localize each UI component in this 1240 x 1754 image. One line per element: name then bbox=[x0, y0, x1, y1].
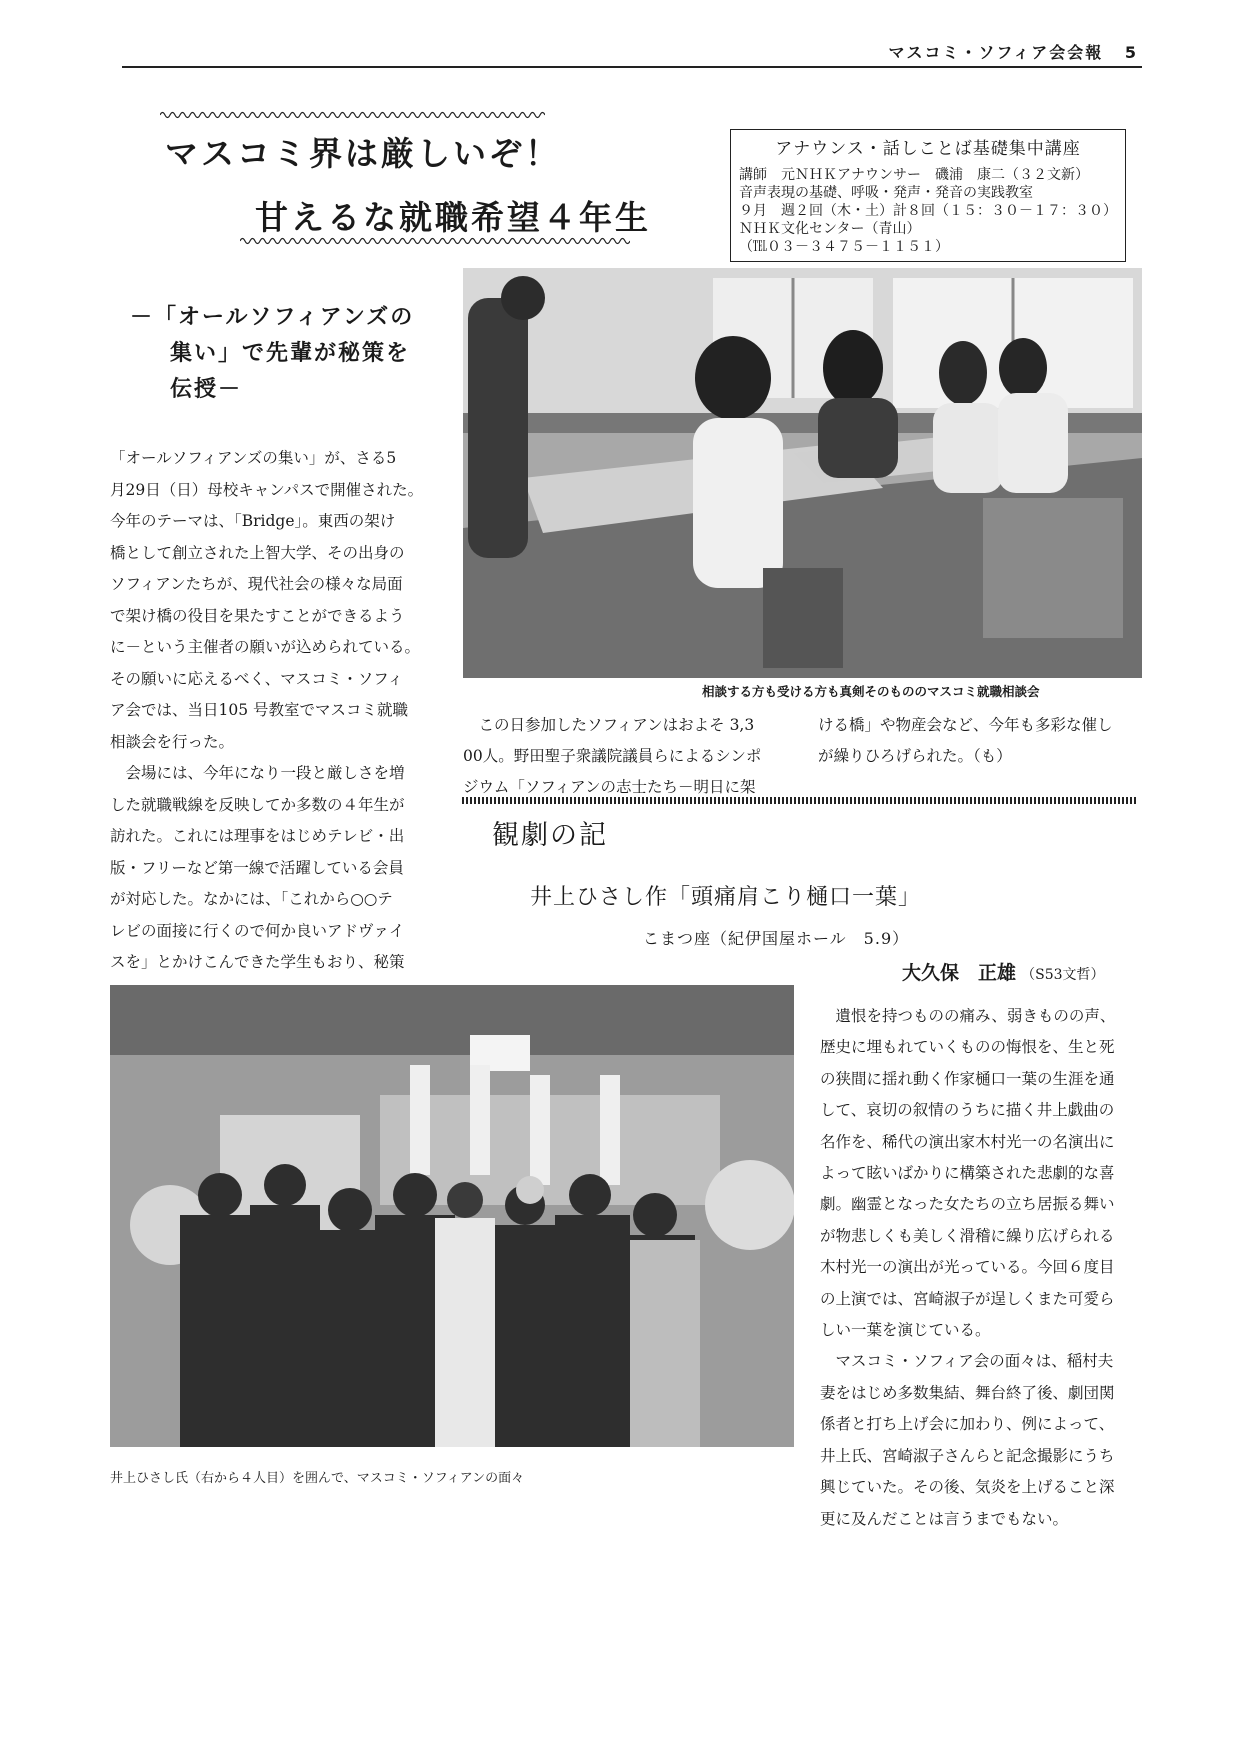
course-notice-box bbox=[730, 129, 1126, 262]
body-line: 井上氏、宮崎淑子さんらと記念撮影にうち bbox=[820, 1446, 1115, 1465]
body-line: した就職戦線を反映してか多数の４年生が bbox=[110, 795, 405, 814]
body-line: 版・フリーなど第一線で活躍している会員 bbox=[110, 858, 404, 877]
body-line: その願いに応えるべく、マスコミ・ソフィ bbox=[110, 669, 403, 688]
headline-wave-bottom bbox=[240, 236, 630, 246]
headline-2: 甘えるな就職希望４年生 bbox=[255, 198, 651, 237]
group-photo-image bbox=[110, 985, 794, 1447]
body-line: 橋として創立された上智大学、その出身の bbox=[110, 543, 405, 562]
newsletter-header bbox=[889, 40, 1138, 63]
body-line: 00人。野田聖子衆議院議員らによるシンポ bbox=[463, 747, 762, 765]
course-notice-line: ９月 週２回（木・土）計８回（１５：３０－１７：３０） bbox=[739, 203, 1117, 219]
body-line: 木村光一の演出が光っている。今回６度目 bbox=[820, 1258, 1115, 1277]
body-line: 興じていた。その後、気炎を上げること深 bbox=[820, 1478, 1115, 1497]
body-line: 歴史に埋もれていくものの悔恨を、生と死 bbox=[820, 1038, 1115, 1057]
subtitle-line: －「オールソフィアンズの bbox=[130, 305, 415, 330]
body-line: の上演では、宮崎淑子が逞しくまた可愛ら bbox=[820, 1289, 1115, 1308]
play-title: 井上ひさし作「頭痛肩こり樋口一葉」 bbox=[530, 885, 922, 910]
body-line: ける橋」や物産会など、今年も多彩な催し bbox=[818, 716, 1113, 734]
headline-1: マスコミ界は厳しいぞ！ bbox=[165, 134, 561, 173]
venue-line: こまつ座（紀伊国屋ホール 5.9） bbox=[643, 929, 910, 948]
author-note: （S53文哲） bbox=[1021, 967, 1105, 983]
section-heading: 観劇の記 bbox=[492, 820, 608, 851]
article-body-middle bbox=[463, 710, 793, 803]
body-line: 「オールソフィアンズの集い」が、さる5 bbox=[110, 449, 397, 467]
body-line: レビの面接に行くので何か良いアドヴァイ bbox=[110, 921, 405, 940]
article-body-left bbox=[110, 443, 435, 1042]
course-notice-title: アナウンス・話しことば基礎集中講座 bbox=[775, 139, 1081, 159]
consultation-photo bbox=[463, 268, 1142, 678]
article-body-right bbox=[818, 710, 1148, 772]
body-line: マスコミ・ソフィア会の面々は、稲村夫 bbox=[820, 1352, 1114, 1371]
body-line: この日参加したソフィアンはおよそ 3,3 bbox=[463, 716, 755, 734]
body-line: しい一葉を演じている。 bbox=[820, 1321, 991, 1340]
article-subtitle bbox=[130, 300, 414, 408]
newsletter-title: マスコミ・ソフィア会会報 bbox=[888, 43, 1104, 62]
course-notice-line: ＮＨＫ文化センター（青山） bbox=[739, 221, 921, 237]
author-name: 大久保 正雄 bbox=[902, 962, 1017, 984]
body-line: よって眩いばかりに構築された悲劇的な喜 bbox=[820, 1164, 1115, 1183]
page-number: 5 bbox=[1124, 43, 1138, 62]
section-separator bbox=[462, 797, 1138, 804]
body-line: が物悲しくも美しく滑稽に繰り広げられる bbox=[820, 1226, 1115, 1245]
body-line: が対応した。なかには、「これから○○テ bbox=[110, 890, 393, 908]
course-notice-line: （℡０３－３４７５－１１５１） bbox=[739, 239, 949, 255]
body-line: 係者と打ち上げ会に加わり、例によって、 bbox=[820, 1415, 1115, 1434]
body-line: スを」とかけこんできた学生もおり、秘策 bbox=[110, 953, 405, 971]
consultation-photo-image bbox=[463, 268, 1142, 678]
course-notice-line: 音声表現の基礎、呼吸・発声・発音の実践教室 bbox=[739, 185, 1033, 201]
header-rule bbox=[122, 66, 1142, 68]
group-photo-caption: 井上ひさし氏（右から４人目）を囲んで、マスコミ・ソフィアンの面々 bbox=[110, 1471, 525, 1486]
body-line: 劇。幽霊となった女たちの立ち居振る舞い bbox=[820, 1195, 1115, 1214]
headline-wave-top bbox=[160, 110, 545, 120]
body-line: ソフィアンたちが、現代社会の様々な局面 bbox=[110, 575, 403, 593]
body-line: 遺恨を持つものの痛み、弱きものの声、 bbox=[820, 1007, 1116, 1025]
body-line: 更に及んだことは言うまでもない。 bbox=[820, 1509, 1069, 1528]
byline bbox=[902, 958, 1105, 985]
course-notice-line: 講師 元ＮＨＫアナウンサー 磯浦 康二（３２文新） bbox=[739, 167, 1089, 183]
consultation-photo-caption: 相談する方も受ける方も真剣そのもののマスコミ就職相談会 bbox=[702, 684, 1040, 699]
subtitle-line: 伝授－ bbox=[170, 377, 243, 402]
body-line: ア会では、当日105 号教室でマスコミ就職 bbox=[110, 701, 409, 719]
subtitle-line: 集い」で先輩が秘策を bbox=[170, 341, 411, 366]
body-line: ジウム「ソフィアンの志士たち－明日に架 bbox=[463, 778, 756, 796]
body-line: して、哀切の叙情のうちに描く井上戯曲の bbox=[820, 1101, 1115, 1120]
body-line: に－という主催者の願いが込められている。 bbox=[110, 638, 421, 656]
body-line: の狭間に揺れ動く作家樋口一葉の生涯を通 bbox=[820, 1069, 1115, 1088]
body-line: 名作を、稀代の演出家木村光一の名演出に bbox=[820, 1132, 1115, 1151]
group-photo bbox=[110, 985, 794, 1447]
body-line: 月29日（日）母校キャンパスで開催された。 bbox=[110, 480, 424, 499]
body-line: 訪れた。これには理事をはじめテレビ・出 bbox=[110, 827, 405, 845]
review-body bbox=[820, 1001, 1138, 1535]
body-line: が繰りひろげられた。（も） bbox=[818, 747, 1012, 765]
body-line: 相談会を行った。 bbox=[110, 732, 235, 751]
body-line: 妻をはじめ多数集結、舞台終了後、劇団関 bbox=[820, 1383, 1115, 1402]
body-line: 会場には、今年になり一段と厳しさを増 bbox=[110, 764, 405, 782]
body-line: 今年のテーマは、「Bridge」。東西の架け bbox=[110, 512, 396, 530]
body-line: で架け橋の役目を果たすことができるよう bbox=[110, 606, 405, 625]
